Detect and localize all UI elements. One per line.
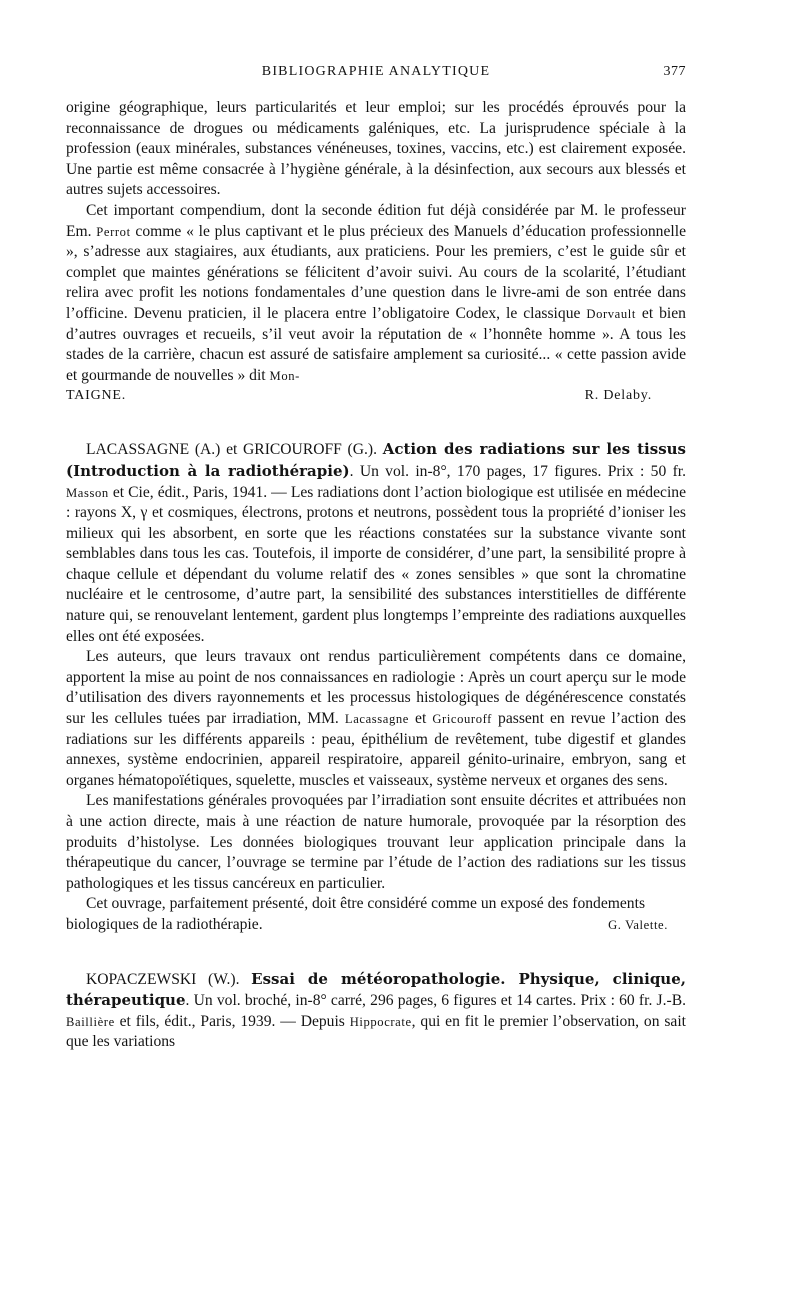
review3-text: . Un vol. broché, in-8° carré, 296 pages, 6 figures et 14 cartes. Prix : 60 fr. J.-B. (185, 992, 686, 1010)
review2-text: Cet ouvrage, parfaitement présenté, doit être considéré comme un exposé des fondements biologiques de la radiothérapie. (66, 895, 646, 933)
review2-book-title: Action des radiations sur les tissus (Introduction à la radiothérapie) (66, 440, 686, 480)
review2-text: et Cie, édit., Paris, 1941. — Les radiations dont l’action biologique est utilisée en médecine : rayons X, γ et cosmiques, électrons, protons et neutrons, possèdent tous la propriété d’ioniser les milieux qui les absorbent, en sorte que les réactions constatées sur la substance vivante sont semblables dans tous les cas. Toutefois, il importe de considérer, d’une part, la sensibilité propre à chaque cellule et dépendant du volume relatif des « zones sensibles » que sont la chromatine nucléaire et le centrosome, d’autre part, la sensibilité des substances interstitielles de différente nature qui, se renouvelant lentement, gardent plus longtemps l’empreinte des radiations auxquelles elles ont été exposées. (66, 483, 686, 645)
page-number: 377 (663, 64, 686, 79)
author-name: Gricouroff (432, 712, 492, 727)
review2-authors: LACASSAGNE (A.) et GRICOUROFF (G.). (86, 441, 377, 459)
review2-text: . Un vol. in-8°, 170 pages, 17 figures. Prix : 50 fr. (349, 462, 686, 480)
running-title: BIBLIOGRAPHIE ANALYTIQUE (261, 64, 491, 79)
review2-text: Les auteurs, que leurs travaux ont rendus particulièrement compétents dans ce domaine, apportent la mise au point de nos connaissances en radiologie : Après un court aperçu sur le mode d’utilisation des divers rayonnements et les processus histologiques de dégénérescence constatés sur les cellules tuées par irradiation, MM. (66, 648, 686, 728)
review3-authors: KOPACZEWSKI (W.). (86, 970, 240, 988)
review1-text: et bien d’autres ouvrages et recueils, s’il veut avoir la réputation de « l’honnête homme ». A tous les stades de la carrière, chacun est assuré de satisfaire amplement sa curiosité... « cette passion avide et gourmande de nouvelles » dit (66, 304, 686, 384)
running-head (66, 62, 686, 84)
montaigne-continuation: TAIGNE. (66, 388, 127, 404)
review1-text: comme « le plus captivant et le plus précieux des Manuels d’éducation professionnelle », s’adresse aux stagiaires, aux étudiants, aux praticiens. Pour les premiers, c’est le guide sûr et complet que maintes générations se félicitent d’avoir suivi. Au cours de la scolarité, l’étudiant relira avec profit les notions fondamentales d’une question dans le livre-ami de son entrée dans l’officine. Devenu praticien, il le placera entre l’obligatoire Codex, le classique (66, 222, 686, 322)
review2-paragraph-2 (66, 647, 686, 791)
publisher-name: Baillière (66, 1014, 115, 1029)
review3-paragraph-1 (66, 969, 686, 1053)
review1-text: Cet important compendium, dont la seconde édition fut déjà considérée par M. le professeur Em. (66, 201, 686, 240)
author-name: Dorvault (586, 306, 636, 321)
author-name: Mon- (269, 368, 300, 383)
review2-text: et (408, 710, 433, 728)
review3-book-title: Essai de météoropathologie. Physique, clinique, thérapeutique (66, 969, 686, 1010)
author-name: Perrot (96, 224, 131, 239)
review1-paragraph-1: origine géographique, leurs particularités et leur emploi; sur les procédés éprouvés pour la reconnaissance de drogues ou médicaments galéniques, etc. La jurisprudence spéciale à la profession (eaux minérales, substances vénéneuses, toxines, vaccins, etc.) est clairement exposée. Une partie est même consacrée à l’hygiène générale, à la désinfection, aux secours aux blessés et autres sujets accessoires. (66, 99, 686, 199)
publisher-name: Masson (66, 485, 109, 500)
reviewer-signature: R. Delaby. (584, 388, 652, 404)
review1-paragraph-2 (66, 201, 686, 386)
author-name: Lacassagne (344, 712, 409, 727)
reviewer-signature: G. Valette. (608, 917, 668, 932)
author-name: Hippocrate (349, 1014, 412, 1029)
page (66, 62, 686, 1053)
review3-text: , qui en fit le premier l’observation, on sait que les variations (66, 1012, 686, 1051)
review1-signature-line (66, 386, 686, 407)
review2-paragraph-1 (66, 439, 686, 647)
review2-paragraph-3: Les manifestations générales provoquées par l’irradiation sont ensuite décrites et attribuées non à une action directe, mais à une réaction de nature humorale, provoquée par la résorption des produits d’histolyse. Les données biologiques trouvant leur application principale dans la thérapeutique du cancer, l’ouvrage se termine par l’étude de l’action des radiations sur les tissus pathologiques et les tissus cancéreux en particulier. (66, 792, 686, 892)
review3-text: et fils, édit., Paris, 1939. — Depuis (114, 1012, 350, 1030)
review2-text: passent en revue l’action des radiations sur les différents appareils : peau, épithélium de revêtement, tube digestif et glandes annexes, système endocrinien, appareil respiratoire, appareil génito-urinaire, embryon, sang et organes hématopoïétiques, squelette, muscles et vaisseaux, système nerveux et organes des sens. (66, 710, 686, 789)
